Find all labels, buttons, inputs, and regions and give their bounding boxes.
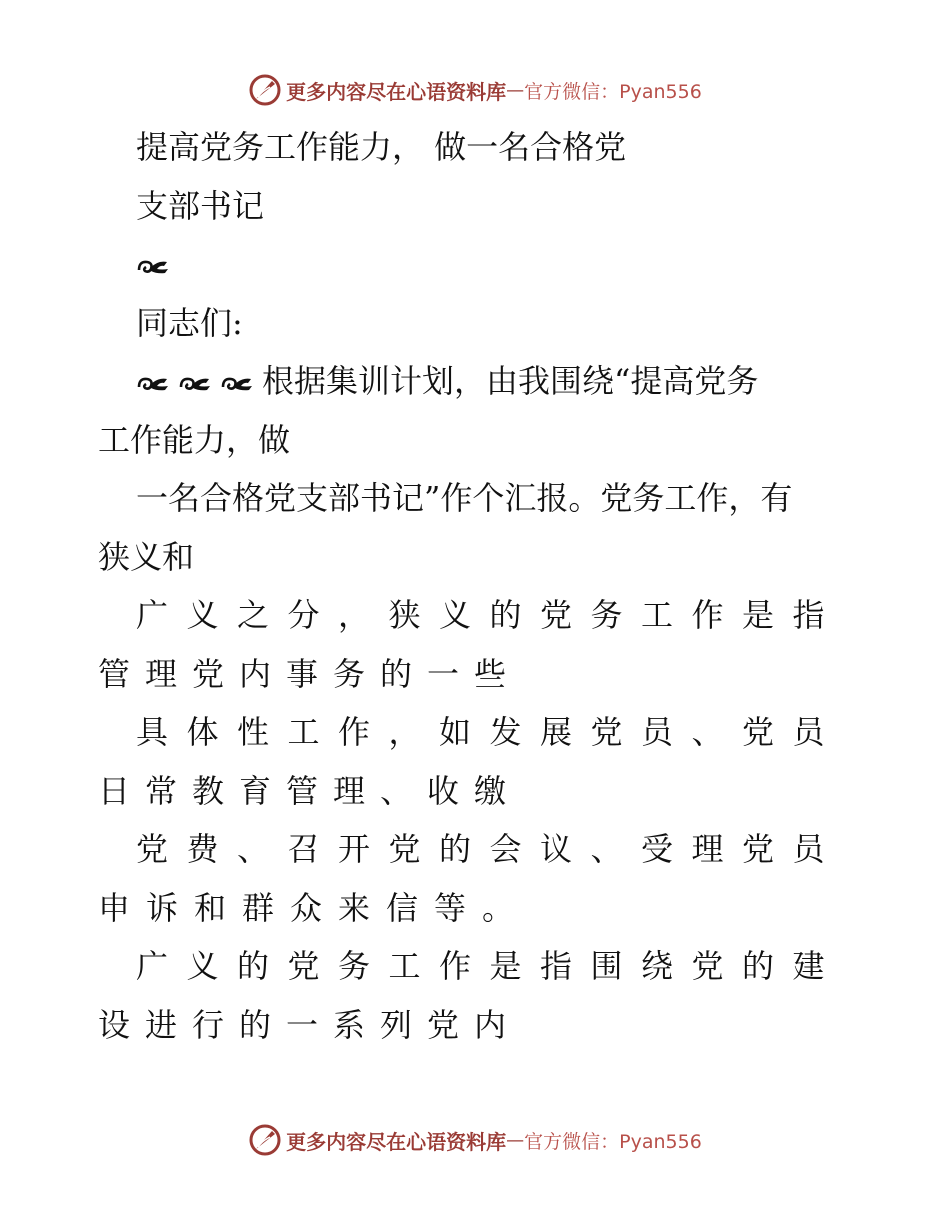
quill-logo-icon bbox=[248, 73, 282, 107]
paragraph-3-line-1: 广义之分，狭义的党务工作是指 bbox=[136, 596, 844, 634]
paragraph-6-line-2: 设进行的一系列党内 bbox=[98, 1005, 522, 1044]
paragraph-5-line-1: 党费、召开党的会议、受理党员 bbox=[136, 830, 844, 868]
paragraph-2-line-2: 狭义和 bbox=[98, 537, 195, 576]
document-title-line-1: 提高党务工作能力， 做一名合格党 bbox=[136, 128, 627, 166]
document-title-line-2: 支部书记 bbox=[136, 186, 265, 225]
fleuron-icon bbox=[220, 373, 254, 395]
paragraph-6-line-1: 广义的党务工作是指围绕党的建 bbox=[136, 947, 844, 985]
watermark-wechat-text: 官方微信：Pyan556 bbox=[524, 1130, 702, 1153]
watermark-separator: — bbox=[506, 1129, 525, 1151]
paragraph-1-line-1 bbox=[98, 352, 850, 411]
paragraph-3-line-2: 管理党内事务的一些 bbox=[98, 654, 522, 693]
footer-watermark bbox=[0, 1120, 950, 1160]
paragraph-4-line-1: 具体性工作，如发展党员、党员 bbox=[136, 713, 844, 751]
watermark-site-text: 更多内容尽在心语资料库 bbox=[286, 1129, 507, 1154]
header-watermark bbox=[0, 70, 950, 110]
paragraph-4-line-2: 日常教育管理、收缴 bbox=[98, 771, 522, 810]
document-body bbox=[98, 118, 850, 1054]
paragraph-1-text: 根据集训计划，由我围绕“提高党务 bbox=[262, 362, 759, 400]
fleuron-icon bbox=[136, 256, 170, 278]
paragraph-1-line-2: 工作能力，做 bbox=[98, 420, 291, 459]
fleuron-icon bbox=[136, 373, 170, 395]
watermark-site-text: 更多内容尽在心语资料库 bbox=[286, 79, 507, 104]
watermark-wechat-text: 官方微信：Pyan556 bbox=[524, 80, 702, 103]
watermark-separator: — bbox=[506, 79, 525, 101]
fleuron-icon bbox=[178, 373, 212, 395]
ornament-line bbox=[98, 235, 850, 294]
paragraph-2-line-1: 一名合格党支部书记”作个汇报。党务工作，有 bbox=[136, 479, 793, 517]
quill-logo-icon bbox=[248, 1123, 282, 1157]
paragraph-5-line-2: 申诉和群众来信等。 bbox=[98, 888, 531, 927]
salutation: 同志们: bbox=[136, 303, 243, 342]
